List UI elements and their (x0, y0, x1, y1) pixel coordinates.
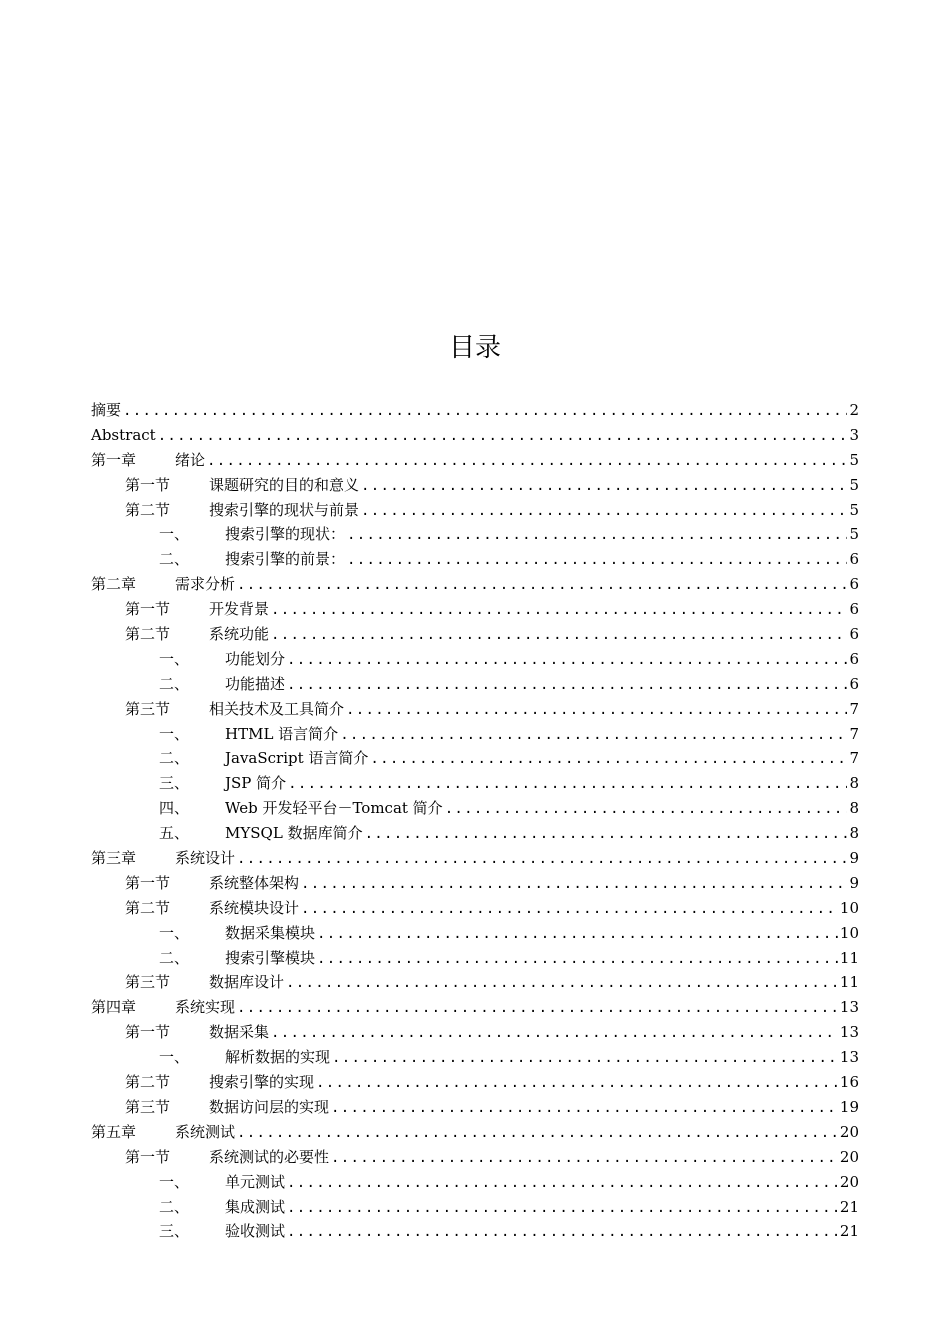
dot-leader (158, 424, 847, 449)
toc-entry-title: 搜索引擎的现状： (225, 525, 346, 544)
toc-entry-page-number: 10 (839, 923, 859, 942)
toc-entry-title: 搜索引擎的前景： (225, 550, 346, 569)
toc-entry-title: 数据采集模块 (225, 923, 316, 942)
toc-entry-page-number: 7 (849, 724, 859, 743)
toc-entry[interactable] (91, 522, 859, 547)
toc-entry-number: 一、 (159, 1172, 190, 1191)
dot-leader (445, 797, 847, 822)
toc-entry-page-number: 6 (849, 575, 859, 594)
dot-leader (237, 996, 838, 1021)
toc-entry-page-number: 21 (839, 1222, 859, 1241)
toc-entry-title: 数据库设计 (209, 973, 285, 992)
toc-entry-page-number: 20 (839, 1147, 859, 1166)
toc-entry-title: 系统整体架构 (209, 873, 300, 892)
dot-leader (286, 971, 838, 996)
toc-entry-page-number: 13 (839, 1023, 859, 1042)
toc-entry-page-number: 9 (849, 873, 859, 892)
toc-entry-title: 系统实现 (175, 998, 236, 1017)
toc-entry-title: 课题研究的目的和意义 (209, 475, 360, 494)
dot-leader (370, 747, 847, 772)
toc-entry-title: 系统测试的必要性 (209, 1147, 330, 1166)
toc-entry-page-number: 20 (839, 1172, 859, 1191)
dot-leader (346, 698, 847, 723)
toc-entry[interactable] (91, 846, 859, 871)
toc-entry-page-number: 7 (849, 749, 859, 768)
dot-leader (365, 822, 847, 847)
toc-entry-title: 系统测试 (175, 1122, 236, 1141)
toc-entry[interactable] (91, 1020, 859, 1045)
toc-entry-number: 第四章 (91, 998, 137, 1017)
toc-entry-title: 需求分析 (175, 575, 236, 594)
toc-entry-number: 三、 (159, 1222, 190, 1241)
toc-entry-page-number: 2 (849, 401, 859, 419)
toc-entry-page-number: 6 (849, 649, 859, 668)
toc-entry-title: 数据访问层的实现 (209, 1097, 330, 1116)
dot-leader (361, 499, 847, 524)
toc-entry[interactable] (91, 946, 859, 971)
toc-entry[interactable] (91, 1045, 859, 1070)
toc-entry-number: 第一节 (125, 1023, 171, 1042)
dot-leader (361, 474, 847, 499)
toc-entry-number: 二、 (159, 550, 190, 569)
toc-entry[interactable] (91, 547, 859, 572)
toc-entry-page-number: 8 (849, 799, 859, 818)
toc-entry-page-number: 19 (839, 1097, 859, 1116)
toc-entry[interactable] (91, 1070, 859, 1095)
toc-entry[interactable] (91, 473, 859, 498)
toc-entry-title: 系统模块设计 (209, 898, 300, 917)
toc-entry-title: 绪论 (175, 450, 206, 469)
toc-entry-number: 二、 (159, 674, 190, 693)
toc-entry-page-number: 21 (839, 1197, 859, 1216)
dot-leader (123, 399, 847, 424)
toc-entry[interactable] (91, 423, 859, 448)
toc-entry-number: 第三节 (125, 973, 171, 992)
toc-entry-title: 解析数据的实现 (225, 1048, 331, 1067)
toc-entry[interactable] (91, 970, 859, 995)
toc-entry-title: HTML 语言简介 (225, 724, 339, 743)
toc-entry-number: 一、 (159, 923, 190, 942)
toc-entry-title: 数据采集 (209, 1023, 270, 1042)
dot-leader (287, 648, 847, 673)
toc-entry[interactable] (91, 647, 859, 672)
toc-entry[interactable] (91, 896, 859, 921)
table-of-contents (91, 398, 859, 1244)
toc-entry-page-number: 8 (849, 774, 859, 793)
toc-entry-number: 第三章 (91, 849, 137, 868)
dot-leader (287, 1220, 838, 1245)
toc-entry-title: 功能划分 (225, 649, 286, 668)
toc-entry-page-number: 8 (849, 824, 859, 843)
toc-entry[interactable] (91, 1120, 859, 1145)
dot-leader (271, 1021, 838, 1046)
toc-entry[interactable] (91, 697, 859, 722)
toc-entry-page-number: 13 (839, 1048, 859, 1067)
toc-entry-title: Web 开发轻平台－Tomcat 简介 (225, 799, 443, 818)
dot-leader (207, 449, 847, 474)
toc-entry[interactable] (91, 1145, 859, 1170)
toc-entry-title: 搜索引擎的实现 (209, 1073, 315, 1092)
toc-entry-number: 三、 (159, 774, 190, 793)
toc-entry-number: 四、 (159, 799, 190, 818)
dot-leader (288, 772, 847, 797)
toc-entry-title: 开发背景 (209, 600, 270, 619)
toc-entry-number: 第一节 (125, 475, 171, 494)
toc-entry-number: 二、 (159, 948, 190, 967)
toc-entry-page-number: 6 (849, 600, 859, 619)
toc-entry-number: 第一节 (125, 873, 171, 892)
toc-entry[interactable] (91, 398, 859, 423)
toc-entry[interactable] (91, 672, 859, 697)
toc-entry-title: 相关技术及工具简介 (209, 699, 345, 718)
toc-entry[interactable] (91, 448, 859, 473)
toc-entry[interactable] (91, 1219, 859, 1244)
dot-leader (237, 847, 847, 872)
dot-leader (237, 573, 847, 598)
dot-leader (331, 1096, 838, 1121)
toc-entry-page-number: 11 (839, 973, 859, 992)
toc-entry-number: 二、 (159, 749, 190, 768)
toc-entry-title: 功能描述 (225, 674, 286, 693)
toc-entry[interactable] (91, 1195, 859, 1220)
toc-entry-page-number: 13 (839, 998, 859, 1017)
dot-leader (316, 1071, 838, 1096)
toc-entry-title: 搜索引擎的现状与前景 (209, 500, 360, 519)
dot-leader (332, 1046, 838, 1071)
toc-entry[interactable] (91, 597, 859, 622)
toc-entry[interactable] (91, 821, 859, 846)
dot-leader (271, 623, 847, 648)
toc-entry[interactable] (91, 796, 859, 821)
toc-entry-number: 第二章 (91, 575, 137, 594)
toc-entry[interactable] (91, 572, 859, 597)
toc-entry-number: 第二节 (125, 898, 171, 917)
toc-entry-number: 一、 (159, 724, 190, 743)
toc-entry[interactable] (91, 921, 859, 946)
toc-entry-page-number: 5 (849, 525, 859, 544)
dot-leader (347, 523, 847, 548)
dot-leader (301, 897, 838, 922)
toc-entry[interactable] (91, 995, 859, 1020)
toc-entry-number: 第一节 (125, 1147, 171, 1166)
toc-entry-title: Abstract (91, 425, 156, 444)
toc-entry[interactable] (91, 771, 859, 796)
toc-entry-page-number: 11 (839, 948, 859, 967)
toc-entry-number: 第二节 (125, 500, 171, 519)
toc-entry-page-number: 3 (849, 425, 859, 444)
toc-entry-page-number: 6 (849, 550, 859, 569)
toc-entry[interactable] (91, 498, 859, 523)
page-title: 目录 (448, 333, 501, 363)
toc-entry-number: 第五章 (91, 1122, 137, 1141)
toc-entry-number: 一、 (159, 1048, 190, 1067)
dot-leader (271, 598, 847, 623)
dot-leader (317, 947, 838, 972)
toc-entry-number: 第三节 (125, 1097, 171, 1116)
toc-entry-number: 第三节 (125, 699, 171, 718)
toc-entry-page-number: 5 (849, 475, 859, 494)
toc-entry-title: 摘要 (91, 401, 122, 419)
toc-entry-title: 系统设计 (175, 849, 236, 868)
toc-entry[interactable] (91, 1095, 859, 1120)
toc-entry-number: 第一节 (125, 600, 171, 619)
toc-entry-page-number: 6 (849, 625, 859, 644)
toc-entry-page-number: 5 (849, 500, 859, 519)
toc-entry-number: 第一章 (91, 450, 137, 469)
toc-entry[interactable] (91, 722, 859, 747)
dot-leader (301, 872, 847, 897)
dot-leader (287, 1171, 838, 1196)
toc-entry-title: 集成测试 (225, 1197, 286, 1216)
dot-leader (237, 1121, 838, 1146)
toc-entry-title: 搜索引擎模块 (225, 948, 316, 967)
toc-entry-number: 一、 (159, 649, 190, 668)
toc-entry[interactable] (91, 1170, 859, 1195)
toc-entry[interactable] (91, 746, 859, 771)
toc-entry-page-number: 7 (849, 699, 859, 718)
dot-leader (287, 673, 847, 698)
toc-entry-number: 第二节 (125, 625, 171, 644)
toc-entry[interactable] (91, 622, 859, 647)
toc-entry-page-number: 5 (849, 450, 859, 469)
dot-leader (347, 548, 847, 573)
dot-leader (287, 1196, 838, 1221)
toc-entry-page-number: 6 (849, 674, 859, 693)
toc-entry-page-number: 16 (839, 1073, 859, 1092)
toc-entry-number: 第二节 (125, 1073, 171, 1092)
toc-entry-page-number: 10 (839, 898, 859, 917)
dot-leader (340, 723, 847, 748)
toc-entry-number: 五、 (159, 824, 190, 843)
toc-entry-title: 单元测试 (225, 1172, 286, 1191)
toc-entry-title: 验收测试 (225, 1222, 286, 1241)
dot-leader (331, 1146, 838, 1171)
toc-entry-title: JSP 简介 (225, 774, 287, 793)
toc-entry[interactable] (91, 871, 859, 896)
toc-entry-page-number: 20 (839, 1122, 859, 1141)
dot-leader (317, 922, 838, 947)
toc-entry-number: 二、 (159, 1197, 190, 1216)
toc-entry-title: MYSQL 数据库简介 (225, 824, 363, 843)
toc-entry-title: 系统功能 (209, 625, 270, 644)
toc-entry-page-number: 9 (849, 849, 859, 868)
toc-entry-title: JavaScript 语言简介 (225, 749, 369, 768)
toc-entry-number: 一、 (159, 525, 190, 544)
